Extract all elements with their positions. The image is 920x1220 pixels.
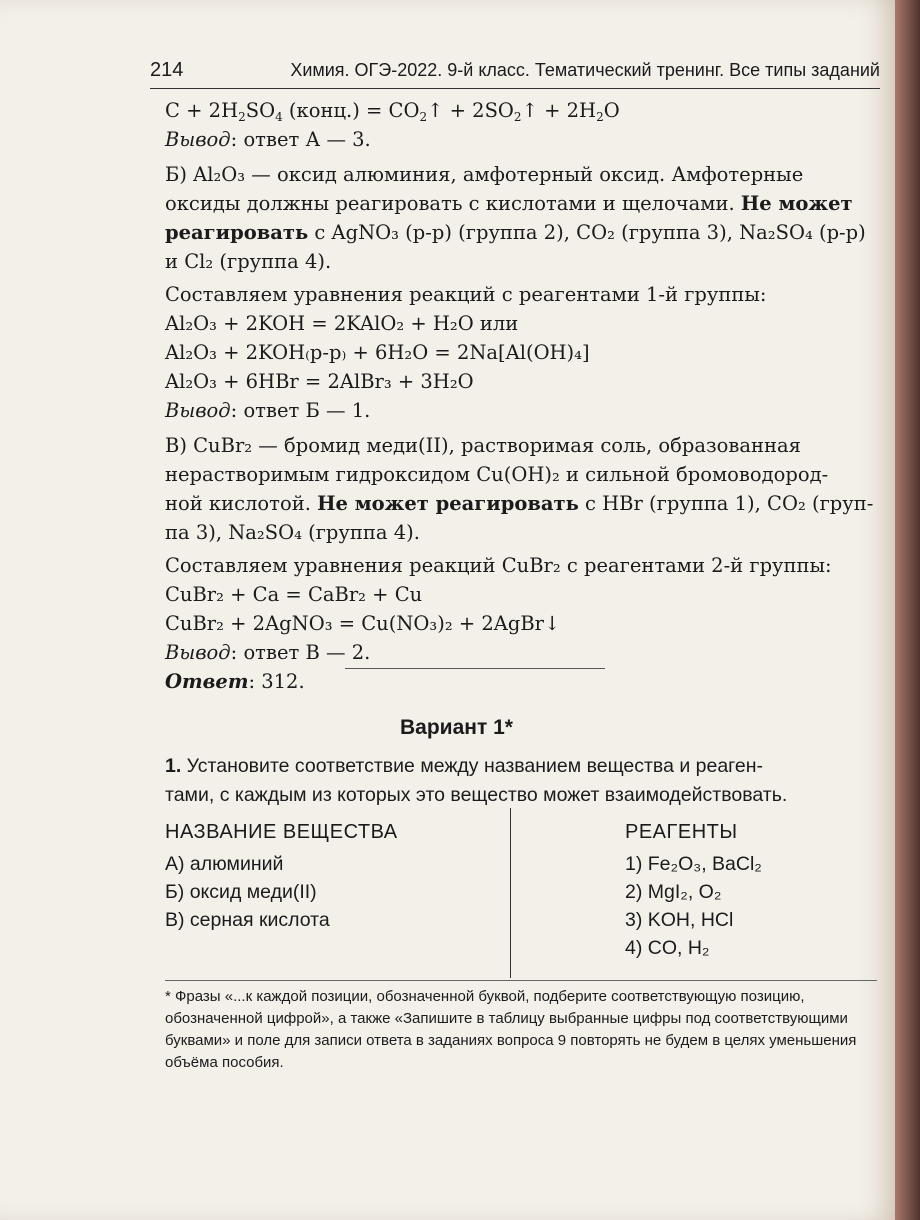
equation-part: SO <box>245 99 276 122</box>
substances-column <box>165 818 495 934</box>
equation-v-1: CuBr₂ + Ca = CaBr₂ + Cu <box>165 583 423 606</box>
footnote-rule <box>165 980 877 981</box>
footnote: * Фразы «...к каждой позиции, обозначенной буквой, подберите соответствующую позицию, обозначенной цифрой», а также «Запишите в таблицу выбранные цифры под соответствующими буквами» и поле для записи ответа в заданиях вопроса 9 повторять не будем в целях уменьшения объёма пособия. <box>165 988 857 1071</box>
answer-label: Ответ <box>165 670 249 693</box>
paragraph-v-line2: нерастворимым гидроксидом Cu(OH)₂ и сильной бромоводород- <box>165 463 829 486</box>
reagent-item: 1) Fe₂O₃, BaCl₂ <box>625 853 762 875</box>
paragraph-b-line2: оксиды должны реагировать с кислотами и щелочами. <box>165 192 735 215</box>
task-number: 1. <box>165 755 182 777</box>
section-separator <box>345 668 605 669</box>
paragraph-v-line3b: с HBr (группа 1), CO₂ (груп- <box>578 492 874 515</box>
equation-b-2: Al₂O₃ + 2KOH₍р-р₎ + 6H₂O = 2Na[Al(OH)₄] <box>165 341 590 364</box>
conclusion-text: : ответ Б — 1. <box>230 399 371 422</box>
reagents-column <box>625 818 875 962</box>
equation-b-3: Al₂O₃ + 6HBr = 2AlBr₃ + 3H₂O <box>165 370 474 393</box>
equation-subscript: 2 <box>596 110 604 124</box>
column-divider <box>510 808 511 978</box>
paragraph-b-compose: Составляем уравнения реакций с реагентами 1-й группы: <box>165 283 767 306</box>
equation-b-1: Al₂O₃ + 2KOH = 2KAlO₂ + H₂O или <box>165 312 519 335</box>
equation-part: ↑ + 2SO <box>427 99 514 122</box>
paragraph-b-line1: Б) Al₂O₃ — оксид алюминия, амфотерный оксид. Амфотерные <box>165 163 804 186</box>
conclusion-label: Вывод <box>165 399 231 422</box>
equation-v-2: CuBr₂ + 2AgNO₃ = Cu(NO₃)₂ + 2AgBr↓ <box>165 612 561 635</box>
equation-part: (конц.) = CO <box>282 99 420 122</box>
paragraph-b-bold1: Не может <box>740 192 853 215</box>
paragraph-v-compose: Составляем уравнения реакций CuBr₂ с реагентами 2-й группы: <box>165 554 832 577</box>
task-1 <box>165 752 877 810</box>
answer-text: : 312. <box>248 670 305 693</box>
substance-item: Б) оксид меди(II) <box>165 881 317 903</box>
paragraph-v-bold: Не может реагировать <box>317 492 579 515</box>
variant-title: Вариант 1* <box>400 716 513 739</box>
substances-header: НАЗВАНИЕ ВЕЩЕСТВА <box>165 821 398 843</box>
equation-part: ↑ + 2H <box>521 99 597 122</box>
substance-item: В) серная кислота <box>165 909 330 931</box>
page-number: 214 <box>150 58 184 81</box>
substance-item: А) алюминий <box>165 853 284 875</box>
equation-subscript: 4 <box>275 110 283 124</box>
page-edge <box>895 0 920 1220</box>
reagent-item: 2) MgI₂, O₂ <box>625 881 722 903</box>
paragraph-v-line1: В) CuBr₂ — бромид меди(II), растворимая соль, образованная <box>165 434 801 457</box>
task-text-line2: тами, с каждым из которых это вещество может взаимодействовать. <box>165 784 788 806</box>
reagents-header: РЕАГЕНТЫ <box>625 821 738 843</box>
equation-part: C + 2H <box>165 99 239 122</box>
equation-part: O <box>603 99 620 122</box>
paragraph-b-line4: и Cl₂ (группа 4). <box>165 250 332 273</box>
reagent-item: 3) KOH, HCl <box>625 909 734 931</box>
reagent-item: 4) CO, H₂ <box>625 937 710 959</box>
task-text-line1: Установите соответствие между названием вещества и реаген- <box>181 755 763 777</box>
paragraph-v-line4: па 3), Na₂SO₄ (группа 4). <box>165 521 420 544</box>
solution-text <box>165 96 877 696</box>
header-rule <box>150 88 880 89</box>
running-title: Химия. ОГЭ-2022. 9-й класс. Тематический тренинг. Все типы заданий <box>290 59 880 80</box>
conclusion-label: Вывод <box>165 641 231 664</box>
page-header <box>150 56 880 84</box>
paragraph-b-line3: с AgNO₃ (р-р) (группа 2), CO₂ (группа 3), Na₂SO₄ (р-р) <box>308 221 866 244</box>
conclusion-label: Вывод <box>165 128 231 151</box>
paragraph-v-line3a: ной кислотой. <box>165 492 311 515</box>
equation-subscript: 2 <box>419 110 428 124</box>
equation-subscript: 2 <box>238 110 246 124</box>
conclusion-text: : ответ А — 3. <box>230 128 371 151</box>
equation-c-h2so4 <box>165 96 877 125</box>
equation-subscript: 2 <box>513 110 522 124</box>
paragraph-b-bold2: реагировать <box>165 221 309 244</box>
conclusion-text: : ответ В — 2. <box>230 641 371 664</box>
